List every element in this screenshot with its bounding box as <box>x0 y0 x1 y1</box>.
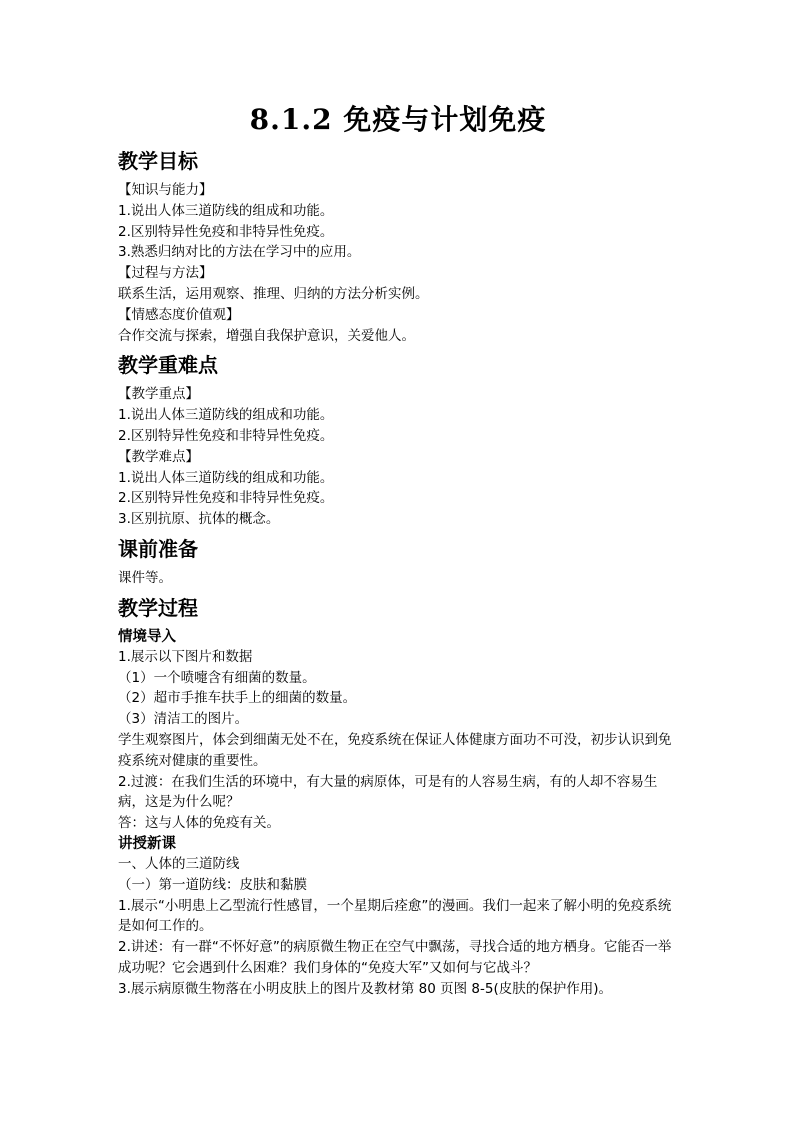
process-method-text: 联系生活，运用观察、推理、归纳的方法分析实例。 <box>118 285 429 302</box>
preparation-text: 课件等。 <box>118 569 172 586</box>
difficulty-item: 3.区别抗原、抗体的概念。 <box>118 511 280 528</box>
intro-line: （3）清洁工的图片。 <box>118 711 249 728</box>
section-process <box>118 593 678 1000</box>
new-lesson-line: （一）第一道防线：皮肤和黏膜 <box>118 876 307 893</box>
new-lesson-line: 2.讲述：有一群“不怀好意”的病原微生物正在空气中飘荡，寻找合适的地方栖身。它能否一举成功呢？它会遇到什么困难？我们身体的“免疫大军”又如何与它战斗？ <box>118 939 672 976</box>
heading-preparation: 课前准备 <box>118 536 198 561</box>
subheading-new-lesson: 讲授新课 <box>118 834 176 852</box>
heading-process: 教学过程 <box>118 595 198 620</box>
emotion-text: 合作交流与探索，增强自我保护意识，关爱他人。 <box>118 327 415 344</box>
section-preparation <box>118 534 678 589</box>
intro-line: 2.过渡：在我们生活的环境中，有大量的病原体，可是有的人容易生病，有的人却不容易生病，这是为什么呢？ <box>118 773 658 811</box>
label-process-method: 【过程与方法】 <box>118 265 213 282</box>
intro-line: 答：这与人体的免疫有关。 <box>118 815 280 832</box>
focus-item: 2.区别特异性免疫和非特异性免疫。 <box>118 427 334 444</box>
new-lesson-line: 1.展示“小明患上乙型流行性感冒，一个星期后痊愈”的漫画。我们一起来了解小明的免疫系统是如何工作的。 <box>118 897 672 935</box>
difficulty-item: 2.区别特异性免疫和非特异性免疫。 <box>118 490 334 507</box>
section-objectives <box>118 146 678 346</box>
intro-line: 1.展示以下图片和数据 <box>118 648 253 665</box>
intro-line: 学生观察图片，体会到细菌无处不在，免疫系统在保证人体健康方面功不可没，初步认识到免疫系统对健康的重要性。 <box>118 731 672 769</box>
knowledge-item: 1.说出人体三道防线的组成和功能。 <box>118 202 334 219</box>
document-title: 8.1.2 免疫与计划免疫 <box>249 103 547 136</box>
intro-line: （2）超市手推车扶手上的细菌的数量。 <box>118 690 357 707</box>
intro-line: （1）一个喷嚏含有细菌的数量。 <box>118 669 316 686</box>
subheading-intro: 情境导入 <box>118 627 176 645</box>
difficulty-item: 1.说出人体三道防线的组成和功能。 <box>118 469 334 486</box>
heading-objectives: 教学目标 <box>118 149 198 173</box>
label-difficulty: 【教学难点】 <box>118 448 199 465</box>
label-knowledge: 【知识与能力】 <box>118 182 213 198</box>
focus-item: 1.说出人体三道防线的组成和功能。 <box>118 407 334 424</box>
document-page <box>118 96 678 1002</box>
label-focus: 【教学重点】 <box>118 386 199 403</box>
new-lesson-line: 3.展示病原微生物落在小明皮肤上的图片及教材第 80 页图 8-5(皮肤的保护作用)。 <box>118 980 613 997</box>
knowledge-item: 3.熟悉归纳对比的方法在学习中的应用。 <box>118 244 361 261</box>
new-lesson-line: 一、人体的三道防线 <box>118 855 240 872</box>
label-emotion: 【情感态度价值观】 <box>118 306 240 323</box>
heading-key-points: 教学重难点 <box>118 353 218 378</box>
knowledge-item: 2.区别特异性免疫和非特异性免疫。 <box>118 223 334 240</box>
section-key-points <box>118 350 678 530</box>
